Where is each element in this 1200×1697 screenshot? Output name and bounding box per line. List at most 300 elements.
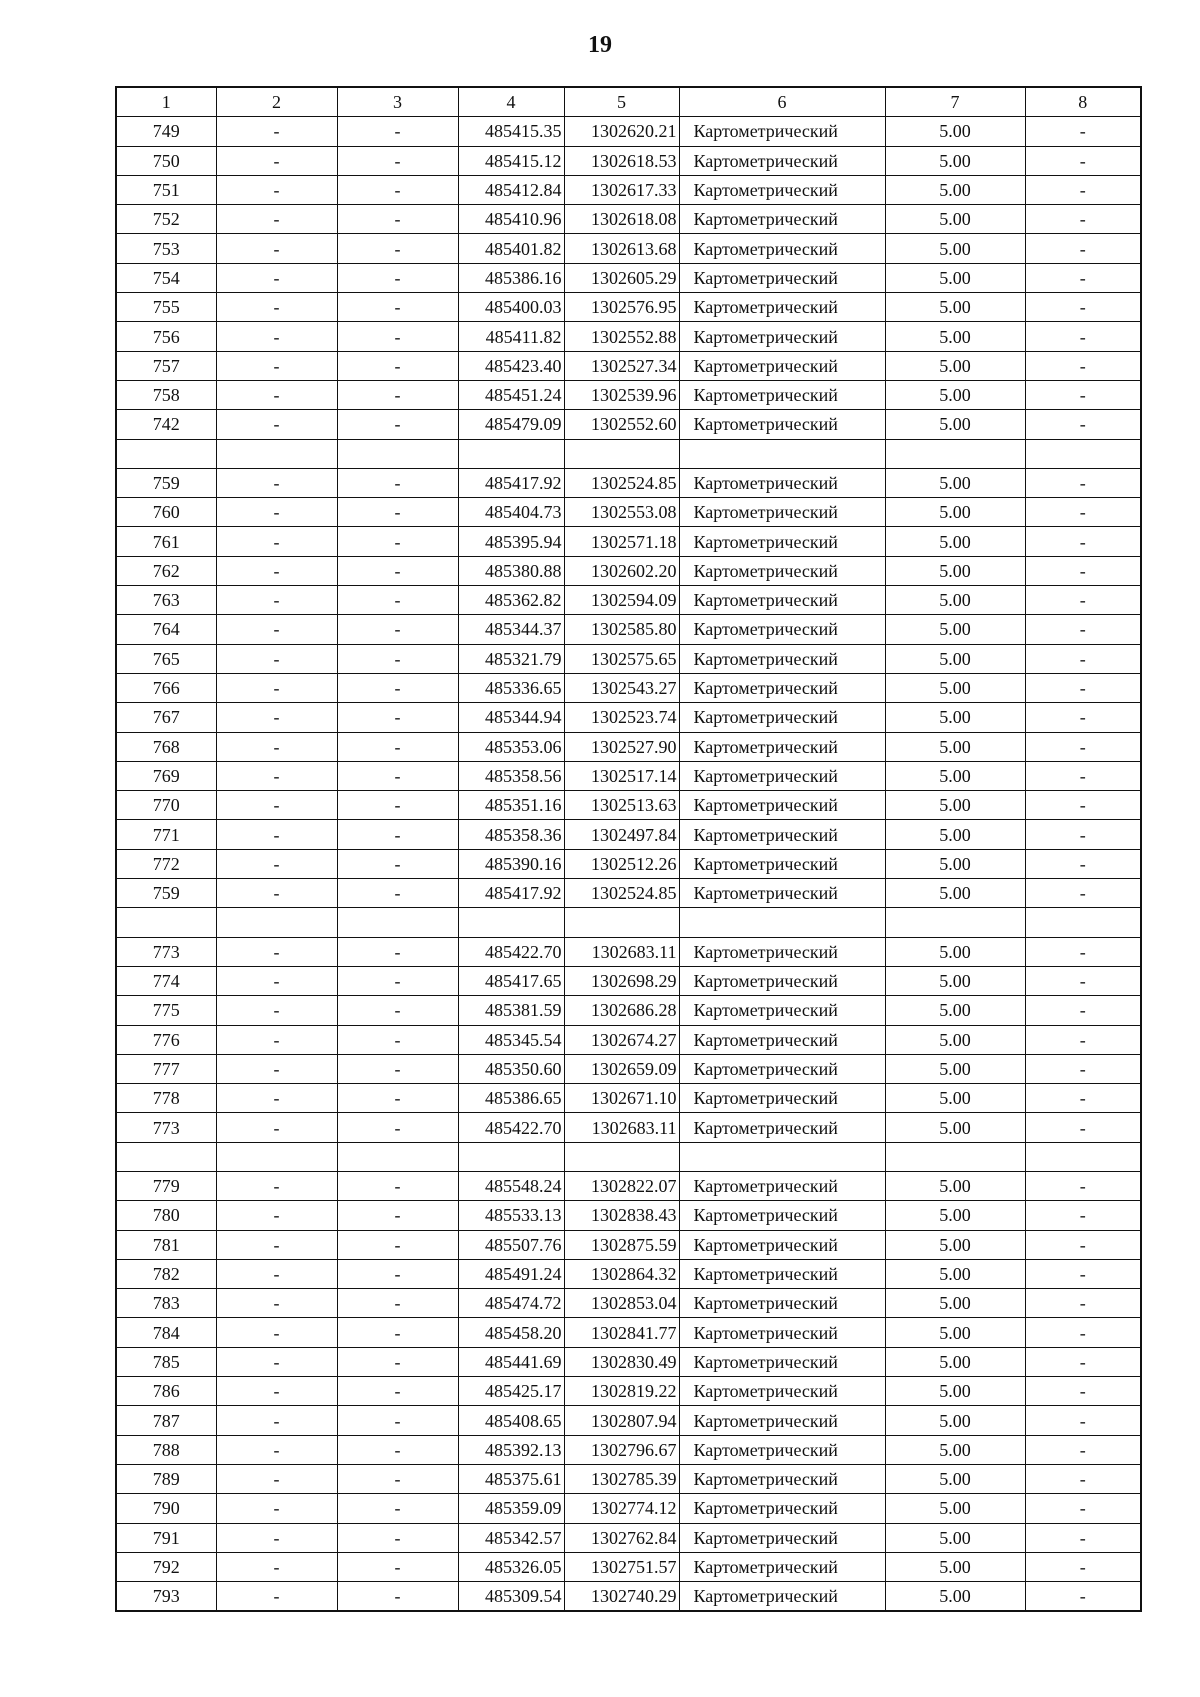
table-row xyxy=(116,673,1141,702)
table-cell: 1302613.68 xyxy=(564,234,679,263)
table-cell: - xyxy=(216,1230,337,1259)
table-cell: 5.00 xyxy=(885,380,1025,409)
table-cell: - xyxy=(337,234,458,263)
table-cell: 1302527.34 xyxy=(564,351,679,380)
table-cell: 1302605.29 xyxy=(564,263,679,292)
table-cell xyxy=(679,1142,885,1171)
table-cell: 5.00 xyxy=(885,498,1025,527)
table-cell: 485359.09 xyxy=(458,1494,564,1523)
table-cell: - xyxy=(1025,1259,1141,1288)
table-cell: 485422.70 xyxy=(458,937,564,966)
table-cell: 784 xyxy=(116,1318,216,1347)
table-cell: - xyxy=(216,1025,337,1054)
table-cell: - xyxy=(337,879,458,908)
table-cell: 1302774.12 xyxy=(564,1494,679,1523)
table-row xyxy=(116,1318,1141,1347)
table-row xyxy=(116,205,1141,234)
table-cell: - xyxy=(216,732,337,761)
table-cell: 781 xyxy=(116,1230,216,1259)
table-cell: - xyxy=(1025,263,1141,292)
table-cell: - xyxy=(337,966,458,995)
table-cell: 1302841.77 xyxy=(564,1318,679,1347)
table-cell: 1302575.65 xyxy=(564,644,679,673)
table-cell: 485417.92 xyxy=(458,879,564,908)
table-cell: 485358.36 xyxy=(458,820,564,849)
table-cell: 759 xyxy=(116,879,216,908)
table-row xyxy=(116,1289,1141,1318)
table-cell: 1302620.21 xyxy=(564,117,679,146)
table-cell: Картометрический xyxy=(679,1435,885,1464)
table-cell: 782 xyxy=(116,1259,216,1288)
table-cell xyxy=(679,439,885,468)
table-cell: - xyxy=(1025,1523,1141,1552)
table-cell: 1302617.33 xyxy=(564,175,679,204)
table-cell: 770 xyxy=(116,791,216,820)
table-row xyxy=(116,410,1141,439)
table-row xyxy=(116,117,1141,146)
table-cell: - xyxy=(216,1582,337,1612)
table-cell: 742 xyxy=(116,410,216,439)
column-header: 4 xyxy=(458,87,564,117)
table-cell: - xyxy=(216,146,337,175)
table-cell: 755 xyxy=(116,293,216,322)
table-cell: - xyxy=(216,527,337,556)
table-row xyxy=(116,263,1141,292)
table-cell: - xyxy=(1025,703,1141,732)
table-cell: - xyxy=(337,175,458,204)
table-cell: 5.00 xyxy=(885,234,1025,263)
table-cell: Картометрический xyxy=(679,703,885,732)
table-cell: 5.00 xyxy=(885,527,1025,556)
table-cell: 5.00 xyxy=(885,644,1025,673)
table-cell: - xyxy=(216,1259,337,1288)
table-cell: 1302517.14 xyxy=(564,761,679,790)
table-cell: - xyxy=(337,849,458,878)
table-cell: 5.00 xyxy=(885,468,1025,497)
table-row xyxy=(116,791,1141,820)
table-cell: - xyxy=(337,380,458,409)
table-cell: 765 xyxy=(116,644,216,673)
table-cell: 5.00 xyxy=(885,937,1025,966)
table-cell: Картометрический xyxy=(679,644,885,673)
table-cell: - xyxy=(216,1552,337,1581)
table-cell: Картометрический xyxy=(679,322,885,351)
table-row xyxy=(116,498,1141,527)
table-cell: 1302618.08 xyxy=(564,205,679,234)
table-cell: - xyxy=(337,1054,458,1083)
table-body xyxy=(116,117,1141,1612)
table-cell: - xyxy=(1025,468,1141,497)
table-cell: 775 xyxy=(116,996,216,1025)
table-cell: 485408.65 xyxy=(458,1406,564,1435)
table-cell: - xyxy=(216,293,337,322)
table-cell: 1302751.57 xyxy=(564,1552,679,1581)
table-cell: Картометрический xyxy=(679,1523,885,1552)
table-cell: - xyxy=(216,1406,337,1435)
table-cell: - xyxy=(1025,1054,1141,1083)
table-cell: 758 xyxy=(116,380,216,409)
table-row xyxy=(116,1054,1141,1083)
table-cell: - xyxy=(216,205,337,234)
table-row xyxy=(116,1435,1141,1464)
table-cell: - xyxy=(216,1377,337,1406)
table-cell: 485415.35 xyxy=(458,117,564,146)
table-cell: - xyxy=(216,1347,337,1376)
table-cell: 1302830.49 xyxy=(564,1347,679,1376)
table-cell: 5.00 xyxy=(885,1406,1025,1435)
table-cell: 1302659.09 xyxy=(564,1054,679,1083)
column-header: 7 xyxy=(885,87,1025,117)
table-cell: Картометрический xyxy=(679,1406,885,1435)
table-cell: - xyxy=(1025,556,1141,585)
table-cell: Картометрический xyxy=(679,410,885,439)
table-cell: - xyxy=(1025,293,1141,322)
table-cell: - xyxy=(216,791,337,820)
table-row xyxy=(116,293,1141,322)
table-cell: - xyxy=(337,1113,458,1142)
table-cell: 485375.61 xyxy=(458,1464,564,1493)
table-cell: - xyxy=(337,498,458,527)
table-cell: - xyxy=(1025,1464,1141,1493)
table-cell: - xyxy=(1025,761,1141,790)
table-cell xyxy=(337,439,458,468)
table-cell: 5.00 xyxy=(885,1435,1025,1464)
table-cell: 485422.70 xyxy=(458,1113,564,1142)
table-cell: 485507.76 xyxy=(458,1230,564,1259)
table-cell: 750 xyxy=(116,146,216,175)
table-cell: - xyxy=(1025,996,1141,1025)
table-cell: 1302602.20 xyxy=(564,556,679,585)
table-cell: 5.00 xyxy=(885,1377,1025,1406)
table-cell: - xyxy=(337,322,458,351)
table-cell: 788 xyxy=(116,1435,216,1464)
table-cell xyxy=(216,1142,337,1171)
table-cell: - xyxy=(1025,820,1141,849)
table-cell xyxy=(679,908,885,937)
table-row xyxy=(116,351,1141,380)
table-row xyxy=(116,1523,1141,1552)
table-cell: - xyxy=(216,117,337,146)
table-cell: - xyxy=(1025,586,1141,615)
table-cell: - xyxy=(337,1318,458,1347)
table-cell: - xyxy=(337,527,458,556)
table-cell: 1302838.43 xyxy=(564,1201,679,1230)
table-row xyxy=(116,820,1141,849)
table-cell: - xyxy=(337,1552,458,1581)
table-cell: 767 xyxy=(116,703,216,732)
table-cell: - xyxy=(337,761,458,790)
table-separator-row xyxy=(116,1142,1141,1171)
table-cell: Картометрический xyxy=(679,1025,885,1054)
table-cell: - xyxy=(1025,205,1141,234)
table-cell: 790 xyxy=(116,1494,216,1523)
table-cell: - xyxy=(216,1464,337,1493)
table-row xyxy=(116,1025,1141,1054)
table-cell: - xyxy=(1025,380,1141,409)
table-cell: 1302527.90 xyxy=(564,732,679,761)
table-cell: 1302822.07 xyxy=(564,1171,679,1200)
column-header: 8 xyxy=(1025,87,1141,117)
table-cell: Картометрический xyxy=(679,468,885,497)
table-cell: - xyxy=(1025,1377,1141,1406)
table-cell: - xyxy=(216,351,337,380)
table-cell: 1302674.27 xyxy=(564,1025,679,1054)
table-cell: Картометрический xyxy=(679,791,885,820)
table-cell: - xyxy=(1025,849,1141,878)
table-cell xyxy=(116,439,216,468)
table-cell: - xyxy=(1025,1435,1141,1464)
table-cell: Картометрический xyxy=(679,293,885,322)
table-cell: 5.00 xyxy=(885,673,1025,702)
table-cell: Картометрический xyxy=(679,937,885,966)
table-cell: 779 xyxy=(116,1171,216,1200)
table-cell: - xyxy=(1025,1230,1141,1259)
table-row xyxy=(116,1464,1141,1493)
table-cell: 1302524.85 xyxy=(564,879,679,908)
table-cell xyxy=(337,1142,458,1171)
table-row xyxy=(116,996,1141,1025)
table-cell: - xyxy=(216,820,337,849)
table-cell: 485479.09 xyxy=(458,410,564,439)
table-row xyxy=(116,644,1141,673)
table-cell xyxy=(458,1142,564,1171)
table-cell: 1302875.59 xyxy=(564,1230,679,1259)
table-cell: 485345.54 xyxy=(458,1025,564,1054)
table-cell: - xyxy=(1025,1289,1141,1318)
table-cell: 1302513.63 xyxy=(564,791,679,820)
table-cell: - xyxy=(337,263,458,292)
table-cell: - xyxy=(216,234,337,263)
table-cell: Картометрический xyxy=(679,1113,885,1142)
table-cell: 791 xyxy=(116,1523,216,1552)
table-cell: Картометрический xyxy=(679,1318,885,1347)
table-cell: 485309.54 xyxy=(458,1582,564,1612)
table-cell: 5.00 xyxy=(885,879,1025,908)
table-cell: 485400.03 xyxy=(458,293,564,322)
table-cell: - xyxy=(216,1084,337,1113)
table-cell: 1302762.84 xyxy=(564,1523,679,1552)
table-row xyxy=(116,1084,1141,1113)
table-cell: 485386.16 xyxy=(458,263,564,292)
table-separator-row xyxy=(116,439,1141,468)
table-row xyxy=(116,1406,1141,1435)
table-cell: 5.00 xyxy=(885,1318,1025,1347)
table-cell: Картометрический xyxy=(679,1494,885,1523)
table-cell: 773 xyxy=(116,1113,216,1142)
table-cell: 485351.16 xyxy=(458,791,564,820)
table-cell: - xyxy=(216,996,337,1025)
table-cell: Картометрический xyxy=(679,761,885,790)
table-cell: 5.00 xyxy=(885,263,1025,292)
table-cell: 5.00 xyxy=(885,1289,1025,1318)
table-header xyxy=(116,87,1141,117)
table-cell: Картометрический xyxy=(679,498,885,527)
table-cell: - xyxy=(1025,1113,1141,1142)
table-cell: - xyxy=(216,761,337,790)
table-cell: Картометрический xyxy=(679,586,885,615)
table-cell: 1302585.80 xyxy=(564,615,679,644)
table-cell: 1302683.11 xyxy=(564,1113,679,1142)
table-cell: - xyxy=(337,1347,458,1376)
table-cell: - xyxy=(1025,1582,1141,1612)
table-cell: - xyxy=(337,1025,458,1054)
table-cell: - xyxy=(216,410,337,439)
table-cell: 485321.79 xyxy=(458,644,564,673)
table-cell: 485404.73 xyxy=(458,498,564,527)
table-cell: - xyxy=(1025,937,1141,966)
table-cell: 764 xyxy=(116,615,216,644)
table-cell: - xyxy=(216,498,337,527)
table-cell: Картометрический xyxy=(679,820,885,849)
table-cell: 5.00 xyxy=(885,205,1025,234)
table-cell: 792 xyxy=(116,1552,216,1581)
table-cell: 5.00 xyxy=(885,1025,1025,1054)
table-cell: 5.00 xyxy=(885,1084,1025,1113)
table-cell: 5.00 xyxy=(885,849,1025,878)
table-cell: 5.00 xyxy=(885,1171,1025,1200)
table-cell: 485412.84 xyxy=(458,175,564,204)
table-cell: - xyxy=(1025,732,1141,761)
table-row xyxy=(116,146,1141,175)
table-cell: - xyxy=(216,586,337,615)
table-cell: - xyxy=(216,556,337,585)
table-cell: 5.00 xyxy=(885,556,1025,585)
table-cell: Картометрический xyxy=(679,996,885,1025)
table-cell: 1302698.29 xyxy=(564,966,679,995)
table-cell: 769 xyxy=(116,761,216,790)
table-row xyxy=(116,322,1141,351)
table-cell xyxy=(458,439,564,468)
table-cell: 485458.20 xyxy=(458,1318,564,1347)
table-cell: Картометрический xyxy=(679,556,885,585)
table-cell: - xyxy=(1025,879,1141,908)
table-cell: Картометрический xyxy=(679,1464,885,1493)
table-cell: - xyxy=(337,1201,458,1230)
table-cell: 766 xyxy=(116,673,216,702)
table-cell: 1302539.96 xyxy=(564,380,679,409)
table-cell: - xyxy=(216,322,337,351)
table-cell: 5.00 xyxy=(885,1230,1025,1259)
table-cell: 485380.88 xyxy=(458,556,564,585)
table-cell: 5.00 xyxy=(885,1494,1025,1523)
table-row xyxy=(116,1201,1141,1230)
table-cell: Картометрический xyxy=(679,1171,885,1200)
table-cell: Картометрический xyxy=(679,673,885,702)
table-cell: 756 xyxy=(116,322,216,351)
table-cell: 751 xyxy=(116,175,216,204)
table-row xyxy=(116,175,1141,204)
table-cell: 5.00 xyxy=(885,791,1025,820)
table-cell: - xyxy=(1025,1025,1141,1054)
coordinates-table xyxy=(115,86,1142,1612)
table-cell: - xyxy=(1025,791,1141,820)
table-cell: - xyxy=(216,966,337,995)
table-cell: - xyxy=(216,1171,337,1200)
table-cell: - xyxy=(337,1523,458,1552)
table-cell: 777 xyxy=(116,1054,216,1083)
table-cell: 5.00 xyxy=(885,1582,1025,1612)
table-row xyxy=(116,615,1141,644)
table-cell: - xyxy=(216,1494,337,1523)
table-cell: Картометрический xyxy=(679,1230,885,1259)
table-cell: 5.00 xyxy=(885,1259,1025,1288)
table-cell: 5.00 xyxy=(885,146,1025,175)
table-cell: 1302740.29 xyxy=(564,1582,679,1612)
table-cell: - xyxy=(337,1084,458,1113)
table-cell: 485344.37 xyxy=(458,615,564,644)
table-cell: - xyxy=(337,146,458,175)
table-row xyxy=(116,732,1141,761)
table-cell: Картометрический xyxy=(679,234,885,263)
table-cell: - xyxy=(216,380,337,409)
table-cell: Картометрический xyxy=(679,527,885,556)
table-cell: 5.00 xyxy=(885,1347,1025,1376)
table-cell: 5.00 xyxy=(885,175,1025,204)
table-cell: - xyxy=(337,1406,458,1435)
table-cell: 485417.92 xyxy=(458,468,564,497)
table-cell: 485390.16 xyxy=(458,849,564,878)
table-cell: 773 xyxy=(116,937,216,966)
table-cell xyxy=(116,908,216,937)
column-header: 3 xyxy=(337,87,458,117)
table-cell: 5.00 xyxy=(885,615,1025,644)
table-separator-row xyxy=(116,908,1141,937)
table-cell xyxy=(216,439,337,468)
table-cell: Картометрический xyxy=(679,1582,885,1612)
table-cell: - xyxy=(1025,615,1141,644)
table-cell: - xyxy=(337,1582,458,1612)
table-row xyxy=(116,703,1141,732)
table-cell: - xyxy=(337,1494,458,1523)
table-cell: 1302576.95 xyxy=(564,293,679,322)
table-row xyxy=(116,1171,1141,1200)
table-cell: 485392.13 xyxy=(458,1435,564,1464)
table-row xyxy=(116,849,1141,878)
table-cell: - xyxy=(216,849,337,878)
table-cell: - xyxy=(337,468,458,497)
table-cell: - xyxy=(1025,410,1141,439)
table-cell: Картометрический xyxy=(679,615,885,644)
table-cell: - xyxy=(337,791,458,820)
column-header: 6 xyxy=(679,87,885,117)
table-cell: 5.00 xyxy=(885,761,1025,790)
table-cell: - xyxy=(216,644,337,673)
table-row xyxy=(116,1582,1141,1612)
table-cell: 485441.69 xyxy=(458,1347,564,1376)
table-cell: 1302523.74 xyxy=(564,703,679,732)
table-cell: - xyxy=(337,586,458,615)
table-cell: 485415.12 xyxy=(458,146,564,175)
table-cell: 793 xyxy=(116,1582,216,1612)
table-cell: 485395.94 xyxy=(458,527,564,556)
table-cell: 485491.24 xyxy=(458,1259,564,1288)
table-cell: - xyxy=(1025,175,1141,204)
table-cell: - xyxy=(337,351,458,380)
table-cell: 485344.94 xyxy=(458,703,564,732)
table-cell: - xyxy=(337,1259,458,1288)
table-row xyxy=(116,1347,1141,1376)
table-cell: Картометрический xyxy=(679,205,885,234)
table-cell xyxy=(337,908,458,937)
column-header: 1 xyxy=(116,87,216,117)
table-cell: - xyxy=(337,937,458,966)
table-cell: - xyxy=(1025,644,1141,673)
table-cell: 1302497.84 xyxy=(564,820,679,849)
table-cell: 1302785.39 xyxy=(564,1464,679,1493)
table-cell: Картометрический xyxy=(679,1377,885,1406)
table-row xyxy=(116,1494,1141,1523)
table-cell: 774 xyxy=(116,966,216,995)
